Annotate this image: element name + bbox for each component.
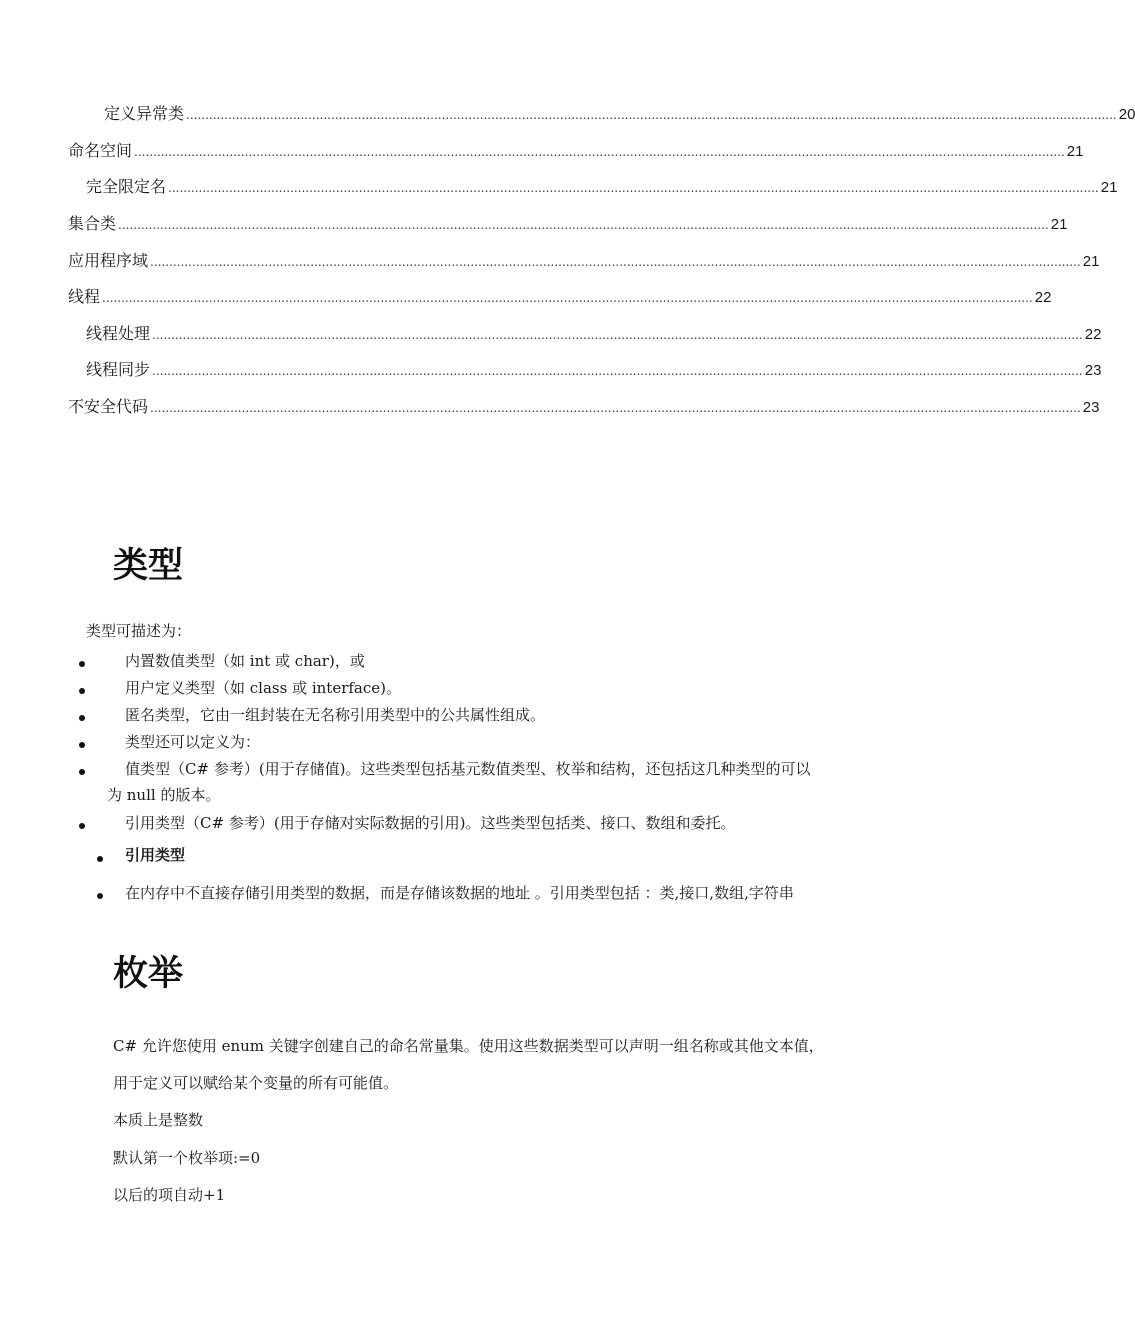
list-item: 类型还可以定义为：	[125, 733, 261, 751]
toc-entry-page: 23	[1082, 399, 1100, 416]
enum-paragraph-line: 用于定义可以赋给某个变量的所有可能值。	[113, 1074, 399, 1092]
list-item: 值类型（C# 参考）(用于存储值)。这些类型包括基元数值类型、枚举和结构，还包括这几种类型的可以	[125, 760, 811, 778]
toc-entry[interactable]	[68, 249, 1100, 273]
toc-entry-page: 23	[1084, 362, 1102, 379]
toc-entry[interactable]	[86, 175, 1118, 199]
toc-entry-page: 22	[1084, 326, 1102, 343]
toc-leader-dots: ....................................................................................................................................................................................................................................................	[152, 364, 1083, 378]
toc-entry-page: 21	[1050, 216, 1068, 233]
toc-entry-title: 定义异常类	[104, 104, 185, 123]
toc-entry-page: 21	[1066, 143, 1084, 160]
toc-entry-title: 命名空间	[68, 141, 133, 160]
types-intro: 类型可描述为：	[86, 622, 192, 640]
toc-leader-dots: ....................................................................................................................................................................................................................................................	[168, 181, 1099, 195]
toc-entry-title: 应用程序域	[68, 251, 149, 270]
section-heading-enum: 枚举	[113, 954, 184, 994]
toc-entry-page: 21	[1100, 179, 1118, 196]
toc-entry[interactable]	[86, 322, 1102, 346]
toc-entry-title: 完全限定名	[86, 177, 167, 196]
bullet-icon	[97, 893, 103, 899]
toc-leader-dots: ....................................................................................................................................................................................................................................................	[118, 218, 1049, 232]
toc-entry[interactable]	[86, 358, 1102, 382]
ref-type-heading: 引用类型	[125, 847, 186, 864]
bullet-icon	[79, 742, 85, 748]
enum-essence-line: 本质上是整数	[113, 1111, 204, 1129]
toc-entry[interactable]	[68, 395, 1100, 419]
list-item: 引用类型（C# 参考）(用于存储对实际数据的引用)。这些类型包括类、接口、数组和委托。	[125, 814, 736, 832]
enum-default-line: 默认第一个枚举项:=0	[113, 1149, 261, 1167]
ref-type-description: 在内存中不直接存储引用类型的数据，而是存储该数据的地址 。引用类型包括 ：类,接口,数组,字符串	[125, 884, 794, 902]
enum-paragraph-line: C# 允许您使用 enum 关键字创建自己的命名常量集。使用这些数据类型可以声明一组名称或其他文本值，	[113, 1037, 824, 1055]
toc-entry-title: 线程	[68, 287, 101, 306]
enum-auto-line: 以后的项自动+1	[113, 1186, 226, 1204]
toc-leader-dots: ....................................................................................................................................................................................................................................................	[150, 255, 1081, 269]
toc-entry-page: 21	[1082, 253, 1100, 270]
toc-leader-dots: ....................................................................................................................................................................................................................................................	[150, 401, 1081, 415]
bullet-icon	[79, 715, 85, 721]
section-heading-types: 类型	[113, 546, 184, 586]
bullet-icon	[97, 856, 103, 862]
toc-entry[interactable]	[68, 285, 1052, 309]
toc-leader-dots: ....................................................................................................................................................................................................................................................	[186, 108, 1117, 122]
list-item: 内置数值类型（如 int 或 char)，或	[125, 652, 365, 670]
toc-entry-title: 线程处理	[86, 324, 151, 343]
list-item: 匿名类型，它由一组封装在无名称引用类型中的公共属性组成。	[125, 706, 546, 724]
bullet-icon	[79, 661, 85, 667]
toc-entry-page: 22	[1034, 289, 1052, 306]
toc-entry-title: 不安全代码	[68, 397, 149, 416]
list-item: 用户定义类型（如 class 或 interface)。	[125, 679, 401, 697]
bullet-icon	[79, 823, 85, 829]
list-item-continuation: 为 null 的版本。	[107, 786, 221, 804]
toc-entry[interactable]	[68, 212, 1068, 236]
toc-leader-dots: ....................................................................................................................................................................................................................................................	[152, 328, 1083, 342]
toc-entry[interactable]	[68, 139, 1084, 163]
toc-entry-title: 集合类	[68, 214, 117, 233]
toc-entry-title: 线程同步	[86, 360, 151, 379]
toc-entry-page: 20	[1118, 106, 1135, 123]
toc-leader-dots: ....................................................................................................................................................................................................................................................	[134, 145, 1065, 159]
bullet-icon	[79, 769, 85, 775]
bullet-icon	[79, 688, 85, 694]
toc-entry[interactable]	[104, 102, 1135, 126]
toc-leader-dots: ....................................................................................................................................................................................................................................................	[102, 291, 1033, 305]
